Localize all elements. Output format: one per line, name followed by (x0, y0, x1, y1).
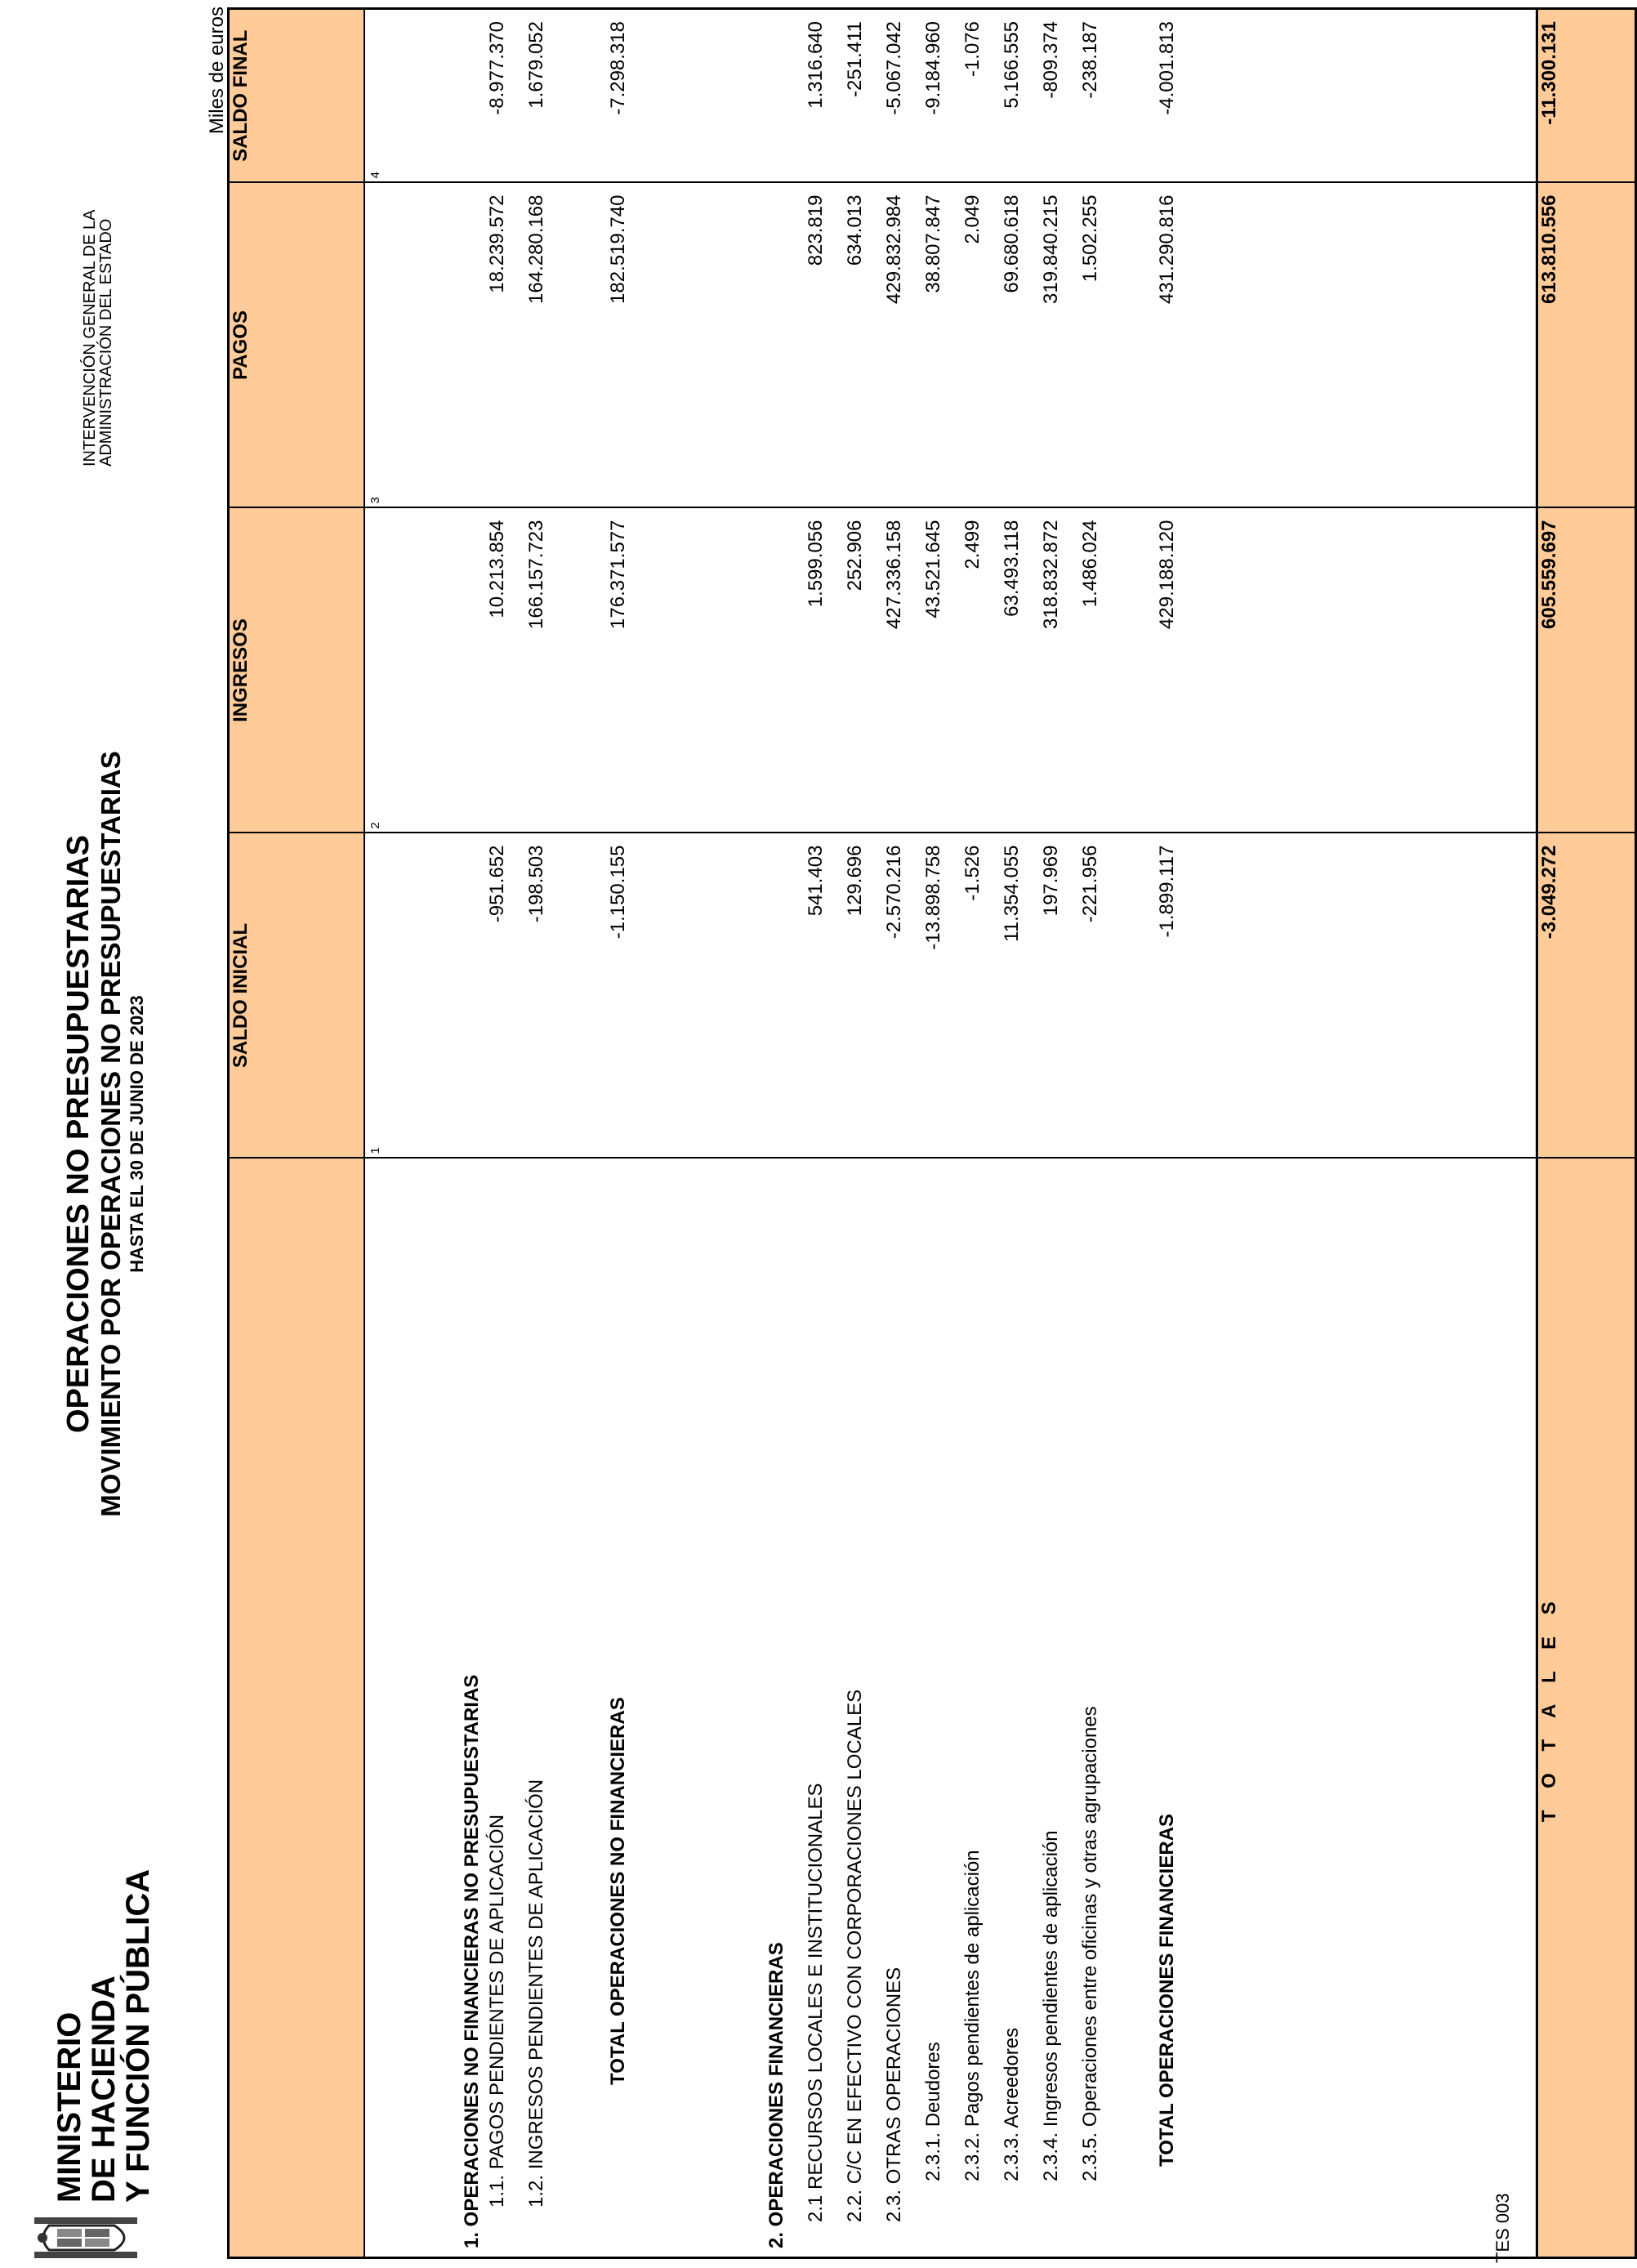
header-concept (229, 1159, 365, 2258)
value-cell: 2.049 (961, 194, 984, 244)
value-cell: 823.819 (805, 194, 827, 266)
value-cell: 427.336.158 (883, 520, 905, 629)
value-cell: 18.239.572 (486, 194, 508, 293)
table-row: TOTAL OPERACIONES NO FINANCIERAS (607, 1697, 629, 2085)
table-row: 2.3.3. Acreedores (1001, 2027, 1023, 2181)
units-label: Miles de euros (206, 7, 228, 135)
value-cell: -5.067.042 (883, 21, 905, 115)
value-cell: -9.184.960 (922, 21, 944, 115)
report-date: HASTA EL 30 DE JUNIO DE 2023 (127, 995, 147, 1273)
value-cell: 63.493.118 (1001, 520, 1023, 617)
value-cell: 318.832.872 (1040, 520, 1062, 629)
value-cell: 1.316.640 (805, 21, 827, 109)
pagos-column (364, 183, 1537, 508)
saldo-final-column (364, 9, 1537, 183)
value-cell: 431.290.816 (1156, 194, 1178, 304)
value-cell: -951.652 (486, 845, 508, 923)
value-cell: 129.696 (844, 845, 866, 917)
igae-label (82, 209, 114, 467)
table-row: 1.2. INGRESOS PENDIENTES DE APLICACIÓN (525, 1779, 547, 2208)
value-cell: 252.906 (844, 520, 866, 592)
header-saldo-inicial: SALDO INICIAL (229, 833, 365, 1159)
value-cell: -2.570.216 (883, 845, 905, 940)
table-row: 2.1 RECURSOS LOCALES E INSTITUCIONALES (805, 1783, 827, 2222)
total-pagos: 613.810.556 (1537, 183, 1636, 508)
table-row: 2.3. OTRAS OPERACIONES (883, 1967, 905, 2222)
value-cell: 176.371.577 (607, 520, 629, 629)
report-subtitle: MOVIMIENTO POR OPERACIONES NO PRESUPUESTARIAS (96, 751, 126, 1517)
column-number: 3 (368, 497, 382, 504)
value-cell: 166.157.723 (525, 520, 547, 629)
value-cell: 1.599.056 (805, 520, 827, 608)
value-cell: 38.807.847 (922, 194, 944, 293)
value-cell: 634.013 (844, 194, 866, 266)
value-cell: 1.679.052 (525, 21, 547, 109)
report-code: TES 003 (1492, 2193, 1513, 2263)
value-cell: -7.298.318 (607, 21, 629, 115)
value-cell: 541.403 (805, 845, 827, 917)
header-ingresos: INGRESOS (229, 508, 365, 833)
ingresos-column (364, 508, 1537, 833)
value-cell: -1.899.117 (1156, 845, 1178, 938)
value-cell: -1.076 (961, 21, 984, 78)
operations-table (227, 7, 1637, 2259)
value-cell: 43.521.645 (922, 520, 944, 618)
value-cell: -1.150.155 (607, 845, 629, 940)
table-row: 2.2. C/C EN EFECTIVO CON CORPORACIONES LOCALES (844, 1689, 866, 2222)
total-ingresos: 605.559.697 (1537, 508, 1636, 833)
table-row: 2.3.1. Deudores (922, 2042, 944, 2181)
totals-row (1537, 9, 1636, 2258)
igae-line-2: ADMINISTRACIÓN DEL ESTADO (97, 218, 115, 467)
value-cell: 11.354.055 (1001, 845, 1023, 942)
value-cell: 164.280.168 (525, 194, 547, 304)
value-cell: -251.411 (844, 21, 866, 97)
value-cell: 1.502.255 (1079, 194, 1101, 283)
value-cell: 10.213.854 (486, 520, 508, 618)
value-cell: 197.969 (1040, 845, 1062, 917)
table-row: 2.3.4. Ingresos pendientes de aplicación (1040, 1830, 1062, 2181)
value-cell: 429.188.120 (1156, 520, 1178, 629)
value-cell: -1.526 (961, 845, 984, 901)
value-cell: 2.499 (961, 520, 984, 569)
ministry-line-1: MINISTERIO (51, 2011, 87, 2203)
totals-label: T O T A L E S (1537, 1159, 1636, 2258)
table-header-row (229, 9, 365, 2258)
table-row: 1.1. PAGOS PENDIENTES DE APLICACIÓN (486, 1814, 508, 2208)
header-pagos: PAGOS (229, 183, 365, 508)
value-cell: 1.486.024 (1079, 520, 1101, 608)
value-cell: -13.898.758 (922, 845, 944, 950)
table-row: 2. OPERACIONES FINANCIERAS (765, 1942, 787, 2248)
value-cell: -221.956 (1079, 845, 1101, 923)
value-cell: -238.187 (1079, 21, 1101, 99)
table-row: 2.3.2. Pagos pendientes de aplicación (961, 1850, 984, 2181)
value-cell: -8.977.370 (486, 21, 508, 115)
table-body-row (364, 9, 1537, 2258)
concept-column (364, 1159, 1537, 2258)
column-number: 4 (368, 172, 382, 179)
table-row: 1. OPERACIONES NO FINANCIERAS NO PRESUPUESTARIAS (461, 1674, 483, 2248)
igae-line-1: INTERVENCIÓN GENERAL DE LA (81, 209, 99, 467)
value-cell: -809.374 (1040, 21, 1062, 99)
ministry-line-3: Y FUNCIÓN PÚBLICA (120, 1868, 156, 2203)
value-cell: -4.001.813 (1156, 21, 1178, 115)
column-number: 1 (368, 1147, 382, 1154)
header-saldo-final: SALDO FINAL (229, 9, 365, 183)
value-cell: 319.840.215 (1040, 194, 1062, 304)
table-row: 2.3.5. Operaciones entre oficinas y otras agrupaciones (1079, 1706, 1101, 2181)
value-cell: -198.503 (525, 845, 547, 923)
value-cell: 429.832.984 (883, 194, 905, 304)
total-saldo-final: -11.300.131 (1537, 9, 1636, 183)
report-title: OPERACIONES NO PRESUPUESTARIAS (61, 835, 96, 1433)
value-cell: 5.166.555 (1001, 21, 1023, 109)
saldo-inicial-column (364, 833, 1537, 1159)
ministry-line-2: DE HACIENDA (86, 1976, 122, 2203)
value-cell: 182.519.740 (607, 194, 629, 304)
table-row: TOTAL OPERACIONES FINANCIERAS (1156, 1813, 1178, 2167)
value-cell: 69.680.618 (1001, 194, 1023, 293)
total-saldo-inicial: -3.049.272 (1537, 833, 1636, 1159)
column-number: 2 (368, 822, 382, 829)
